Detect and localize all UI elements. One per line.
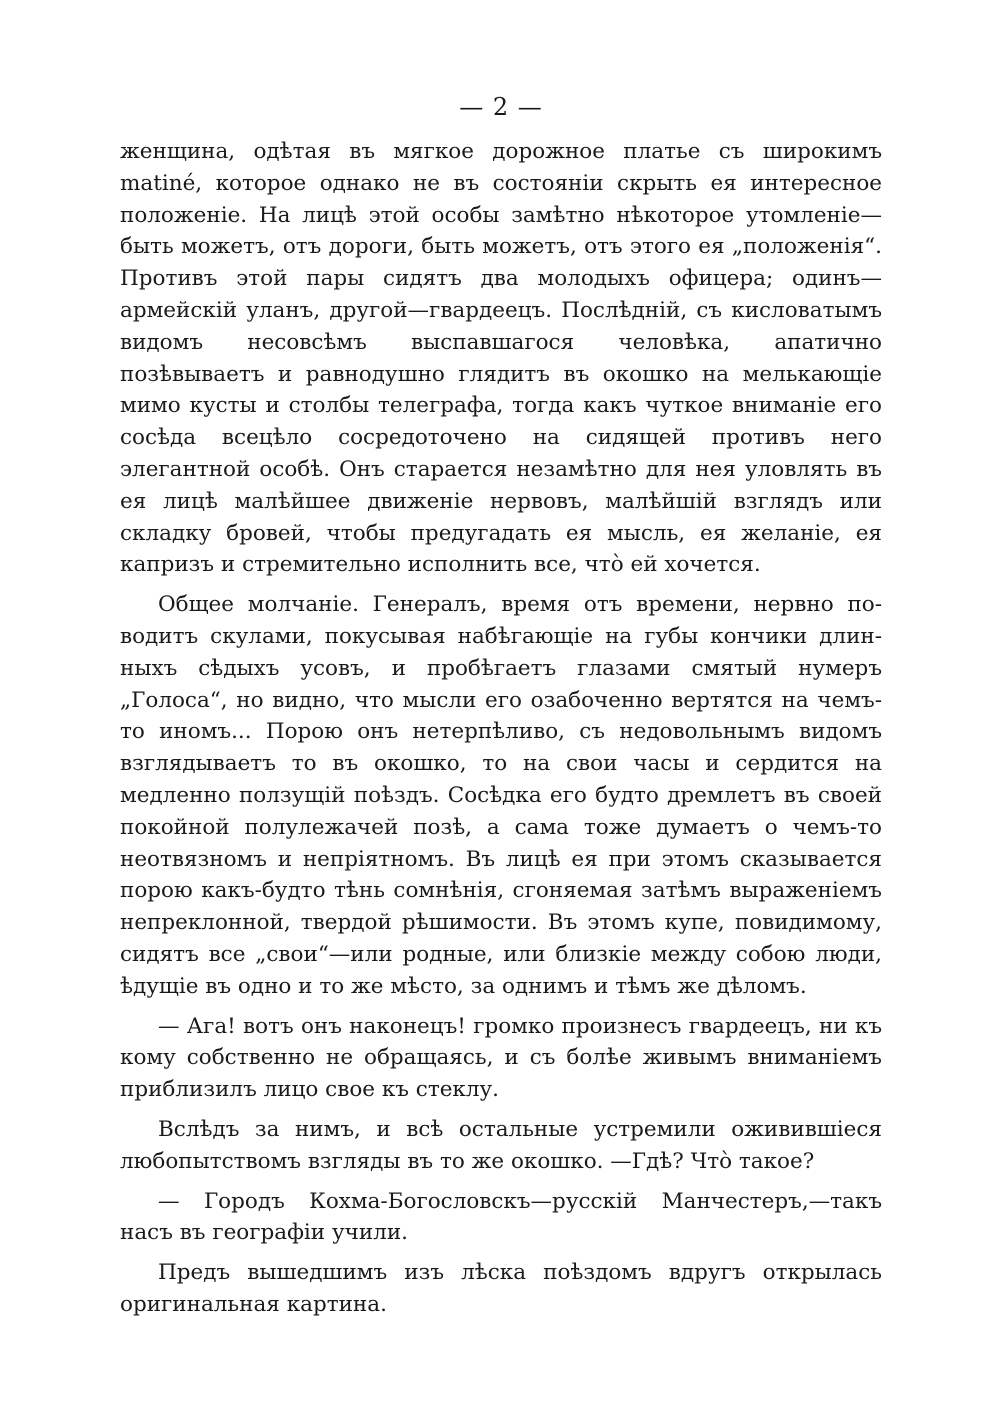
paragraph: женщина, одѣтая въ мягкое дорожное платье съ широкимъ matiné, которое однако не въ состояніи скрыть ея интересное положеніе. На лицѣ этой особы замѣтно нѣкоторое утомленіе—быть можетъ, отъ дороги, быть можетъ, отъ этого ея „положенія“. Противъ этой пары сидятъ два молодыхъ офицера; одинъ—армейскій уланъ, другой—гвардеецъ. Послѣдній, съ кисловатымъ видомъ несовсѣмъ выспавшагося человѣка, апатично позѣвываетъ и равнодушно глядитъ въ окошко на мелькающіе мимо кусты и столбы телеграфа, тогда какъ чуткое вниманіе его сосѣда всецѣло сосредоточено на сидящей противъ него элегантной особѣ. Онъ старается незамѣтно для нея уловлять въ ея лицѣ малѣйшее движеніе нервовъ, малѣйшій взглядъ или складку бровей, чтобы предугадать ея мысль, ея желаніе, ея капризъ и стремительно исполнить все, что̀ ей хочется. bbox=[120, 139, 882, 578]
paragraph: Вслѣдъ за нимъ, и всѣ остальные устремили оживившіеся любопытствомъ взгляды въ то же окошко. —Гдѣ? Что̀ такое? bbox=[120, 1116, 882, 1174]
paragraph: — Городъ Кохма-Богословскъ—русскій Манчестеръ,—такъ насъ въ географіи учили. bbox=[120, 1188, 882, 1246]
body-text bbox=[120, 136, 882, 1321]
paragraph: Общее молчаніе. Генералъ, время отъ времени, нервно поводитъ скулами, покусывая набѣгающіе на губы кончики длинныхъ сѣдыхъ усовъ, и пробѣгаетъ глазами смятый нумеръ „Голоса“, но видно, что мысли его озабоченно вертятся на чемъ-то иномъ... Порою онъ нетерпѣливо, съ недовольнымъ видомъ взглядываетъ то въ окошко, то на свои часы и сердится на медленно ползущій поѣздъ. Сосѣдка его будто дремлетъ въ своей покойной полулежачей позѣ, а сама тоже думаетъ о чемъ-то неотвязномъ и непріятномъ. Въ лицѣ ея при этомъ сказывается порою какъ-будто тѣнь сомнѣнія, сгоняемая затѣмъ выраженіемъ непреклонной, твердой рѣшимости. Въ этомъ купе, повидимому, сидятъ все „свои“—или родные, или близкіе между собою люди, ѣдущіе въ одно и то же мѣсто, за однимъ и тѣмъ же дѣломъ. bbox=[120, 592, 882, 999]
page-number: — 2 — bbox=[459, 93, 543, 121]
paragraph: Предъ вышедшимъ изъ лѣска поѣздомъ вдругъ открылась оригинальная картина. bbox=[120, 1260, 882, 1317]
paragraph: — Ага! вотъ онъ наконецъ! громко произнесъ гвардеецъ, ни къ кому собственно не обращаясь, и съ болѣе живымъ вниманіемъ приблизилъ лицо свое къ стеклу. bbox=[120, 1013, 882, 1103]
